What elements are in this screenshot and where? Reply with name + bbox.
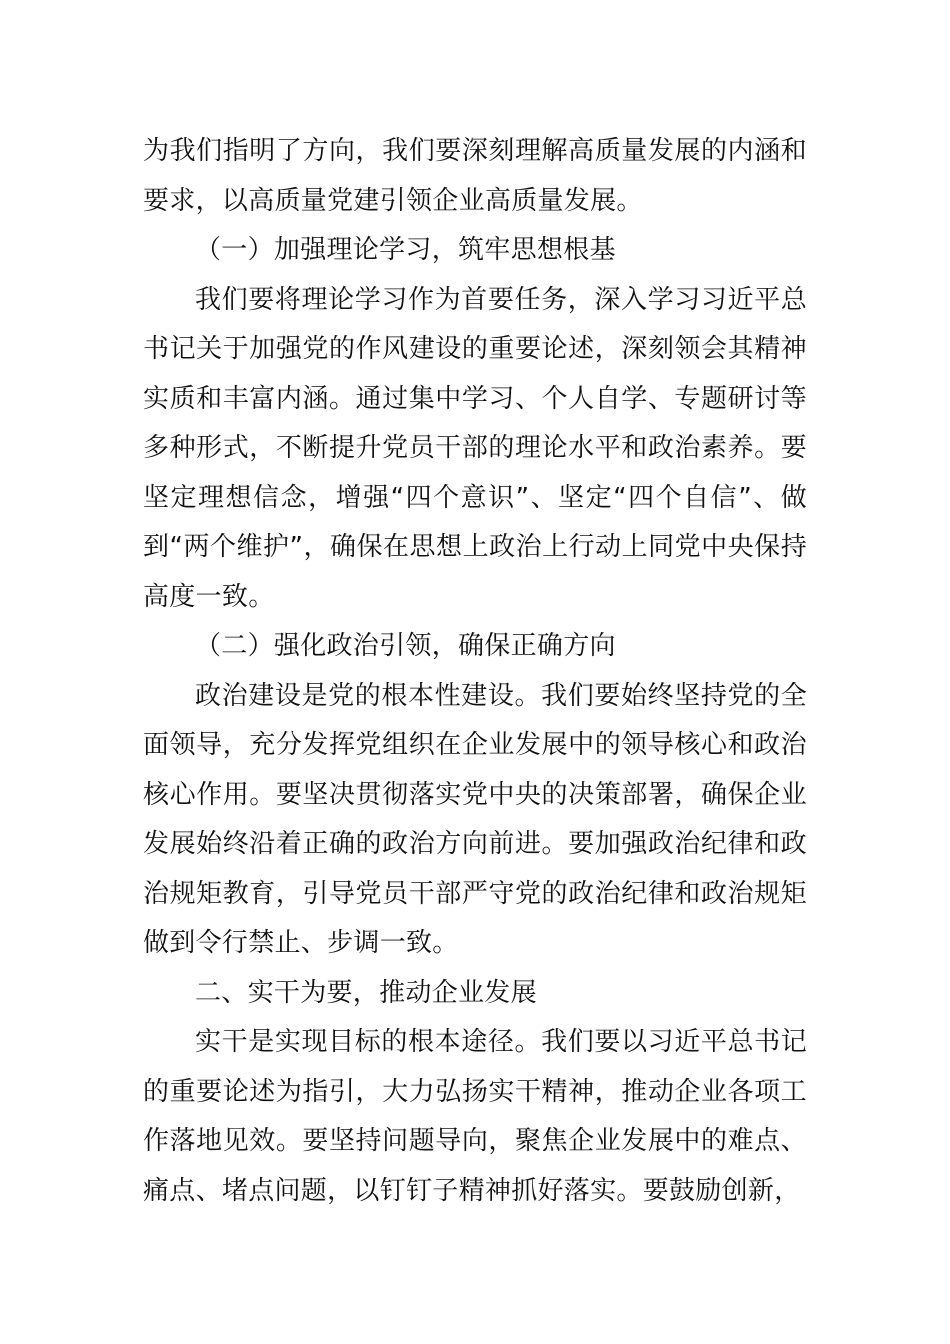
paragraph-practical-work: 实干是实现目标的根本途径。我们要以习近平总书记的重要论述为指引，大力弘扬实干精神，推动企业各项工作落地见效。要坚持问题导向，聚焦企业发展中的难点、痛点、堵点问题，以钉钉子精神抓好落实。要鼓励创新，: [143, 1027, 807, 1206]
paragraph-continuation: 为我们指明了方向，我们要深刻理解高质量发展的内涵和要求，以高质量党建引领企业高质量发展。: [143, 136, 807, 216]
subheading-political-guidance: （二）强化政治引领，确保正确方向: [195, 631, 616, 661]
subheading-theory-study: （一）加强理论学习，筑牢思想根基: [195, 235, 616, 265]
document-page: [143, 127, 807, 1216]
paragraph-political-guidance: 政治建设是党的根本性建设。我们要始终坚持党的全面领导，充分发挥党组织在企业发展中的领导核心和政治核心作用。要坚决贯彻落实党中央的决策部署，确保企业发展始终沿着正确的政治方向前进。要加强政治纪律和政治规矩教育，引导党员干部严守党的政治纪律和政治规矩做到令行禁止、步调一致。: [143, 680, 807, 958]
paragraph-theory-study: 我们要将理论学习作为首要任务，深入学习习近平总书记关于加强党的作风建设的重要论述，深刻领会其精神实质和丰富内涵。通过集中学习、个人自学、专题研讨等多种形式，不断提升党员干部的理论水平和政治素养。要坚定理想信念，增强“四个意识”、坚定“四个自信”、做到“两个维护”，确保在思想上政治上行动上同党中央保持高度一致。: [143, 284, 807, 612]
heading-practical-work: 二、实干为要，推动企业发展: [195, 977, 537, 1008]
